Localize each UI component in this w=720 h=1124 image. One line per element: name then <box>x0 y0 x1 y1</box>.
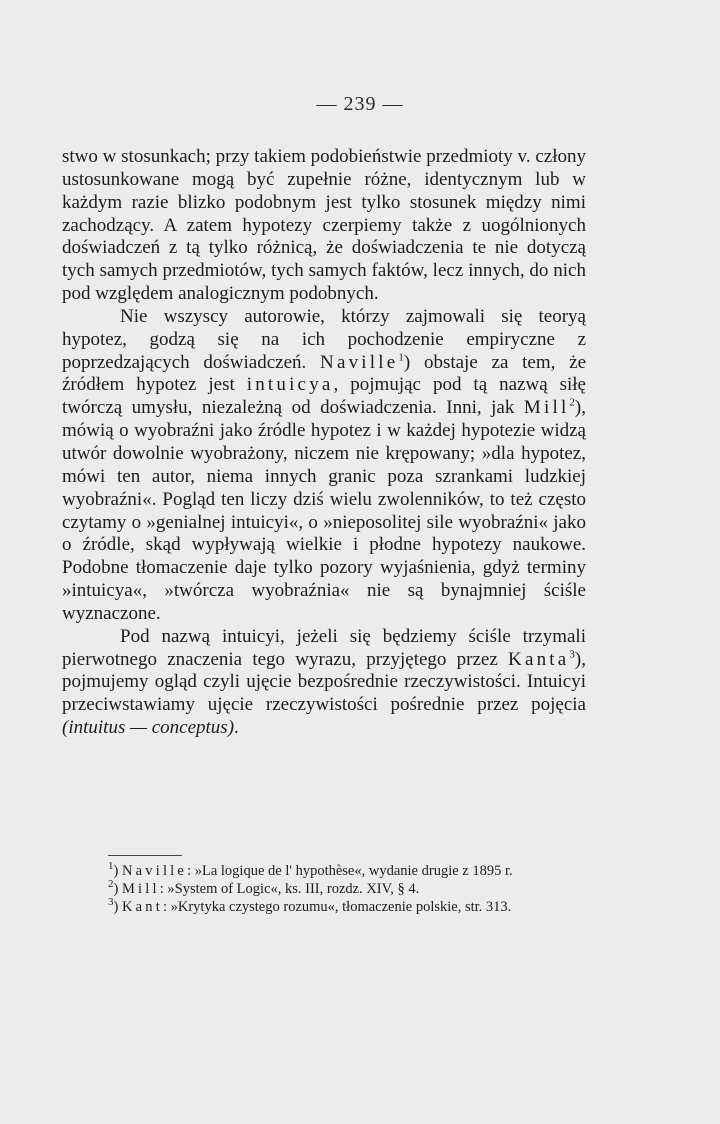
footnotes <box>108 862 584 916</box>
footnote-marker: 3 <box>569 648 575 661</box>
footnote <box>108 898 584 916</box>
author-name: Mill <box>121 881 160 897</box>
text-run: Pod nazwą intuicyi, jeżeli się będziemy ściśle trzymali pierwotnego znaczenia tego wyrazu, przyjętego przez <box>62 625 586 670</box>
text-run: Nie wszyscy autorowie, którzy zajmowali się teoryą hypotez, godzą się na ich pochodzenie empiryczne z poprzedzających doświadczeń. <box>62 305 586 373</box>
italic-text: (intuitus — conceptus) <box>62 717 235 739</box>
text-run: . <box>234 717 239 739</box>
main-text <box>62 146 586 740</box>
text-run: ), pojmujemy ogląd czyli ujęcie bezpośrednie rzeczywistości. Intuicyi przeciwstawiamy ujęcie rzeczywistości pośrednie przez pojęcia <box>62 648 586 716</box>
footnote <box>108 862 584 880</box>
paragraph <box>62 306 586 626</box>
text-run: stwo w stosunkach; przy takiem podobieństwie przedmioty v. człony ustosunkowane mogą być zupełnie różne, identycznym lub w każdym razie blizko podobnym jest tylko stosunek między nimi zachodzący. A zatem hypotezy czerpiemy także z uogólnionych doświadczeń z tą tylko różnicą, że doświadczenia te nie dotyczą tych samych przedmiotów, tych samych faktów, lecz innych, do nich pod względem analogicznym podobnych. <box>62 146 586 305</box>
author-name: Kant <box>121 899 163 915</box>
footnote-divider <box>108 855 182 856</box>
text-run: ), mówią o wyobraźni jako źródle hypotez i w każdej hypotezie widzą utwór dowolnie wyobrażony, niczem nie krępowany; »dla hypotez, mówi ten autor, niema innych granic poza szrankami ludzkiej wyobraźni«. Pogląd ten liczy dziś wielu zwolenników, to też często czytamy o »genialnej intuicyi«, o »nieposolitej sile wyobraźni« jako o źródle, skąd wypływają wielkie i płodne hypotezy naukowe. Podobne tłomaczenie daje tylko pozory wyjaśnienia, gdyż terminy »intuicya«, »twórcza wyobraźnia« nie są bynajmniej ściśle wyznaczone. <box>62 397 586 624</box>
text-run: : »Krytyka czystego rozumu«, tłomaczenie polskie, str. 313. <box>162 899 512 915</box>
text-run: , pojmując pod tą nazwą siłę twórczą umysłu, niezależną od doświadczenia. Inni, jak <box>62 374 586 419</box>
footnote-marker: 3 <box>108 896 114 909</box>
author-name: Naville <box>121 863 188 879</box>
footnote-marker: 1 <box>108 860 114 873</box>
text-run: : »La logique de l' hypothèse«, wydanie drugie z 1895 r. <box>187 863 513 879</box>
paragraph <box>62 626 586 740</box>
footnote-marker: 1 <box>398 351 404 364</box>
text-run: : »System of Logic«, ks. III, rozdz. XIV, § 4. <box>159 881 420 897</box>
author-name: Kanta <box>508 648 570 670</box>
footnote-marker: 2 <box>569 396 575 409</box>
author-name: Mill <box>523 397 570 419</box>
text-run: ) <box>113 881 122 897</box>
text-run: ) <box>113 899 122 915</box>
text-run: ) <box>113 863 122 879</box>
text-run: ) obstaje za tem, że źródłem hypotez jest <box>62 351 586 396</box>
author-name: intuicya <box>246 374 334 396</box>
footnote <box>108 880 584 898</box>
paragraph <box>62 146 586 306</box>
author-name: Naville <box>320 351 399 373</box>
page-number: — 239 — <box>316 93 404 115</box>
footnote-marker: 2 <box>108 878 114 891</box>
